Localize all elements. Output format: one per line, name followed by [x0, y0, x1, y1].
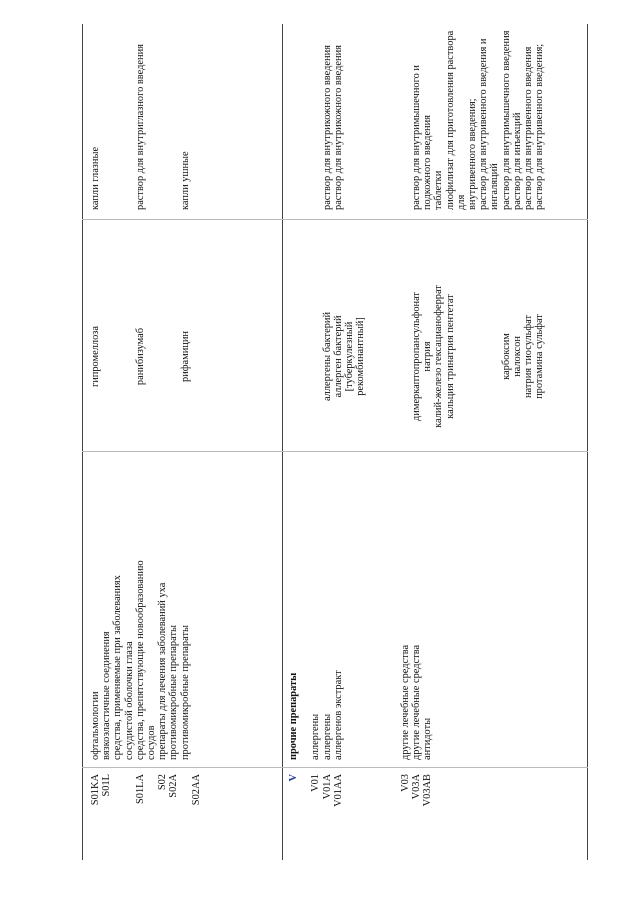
- table-row: [389, 24, 400, 860]
- group-name: вязкоэластичные соединения: [101, 631, 113, 760]
- drug-name: аллерген бактерий: [332, 315, 344, 398]
- dosage-form: для: [455, 194, 467, 210]
- dosage-form: подкожного введения: [422, 115, 434, 210]
- drug-name: димеркаптопропансульфонат: [411, 292, 423, 421]
- table-row: [478, 24, 489, 860]
- atc-code: V01AA: [332, 774, 344, 807]
- drug-name: гипромеллоза: [90, 325, 101, 388]
- drug-name: [туберкулезный: [343, 321, 355, 392]
- atc-code: S01L: [101, 774, 113, 797]
- group-name: офтальмологии: [90, 691, 101, 760]
- atc-code: S01LA: [134, 774, 146, 805]
- dosage-form: капли глазные: [90, 146, 101, 210]
- table-row: [288, 24, 299, 860]
- dosage-form: внутривенного введения;: [467, 98, 478, 210]
- atc-code: S02AA: [190, 774, 202, 806]
- dosage-form: раствор для внутримышечного и: [411, 65, 423, 210]
- atc-code: S02A: [168, 774, 180, 798]
- atc-code: S02: [157, 774, 169, 791]
- table-row: [135, 24, 146, 860]
- drug-name: рифамицин: [179, 331, 191, 382]
- group-name: противомикробные препараты: [168, 625, 180, 760]
- group-name: аллергенов экстракт: [332, 670, 344, 760]
- atc-code: V: [288, 774, 299, 782]
- table-row: [168, 24, 179, 860]
- group-name: аллергены: [321, 713, 333, 760]
- table-row: [146, 24, 157, 860]
- drug-name: протамина сульфат: [534, 314, 546, 399]
- table-row: [512, 24, 523, 860]
- dosage-form: раствор для внутриглазного введения: [134, 44, 146, 210]
- atc-code: V03A: [411, 774, 423, 800]
- table-row: [378, 24, 389, 860]
- other-drugs-group: [288, 24, 545, 860]
- table-row: [523, 24, 534, 860]
- drug-name: натрия тиосульфат: [522, 315, 534, 399]
- table-row: [489, 24, 500, 860]
- table-row: [310, 24, 321, 860]
- group-name: прочие препараты: [288, 672, 299, 760]
- atc-code: V03: [399, 774, 411, 792]
- dosage-form: раствор для внутрикожного введения: [321, 45, 333, 210]
- table-row: [445, 24, 456, 860]
- table-row: [433, 24, 444, 860]
- ophthalmology-group: [90, 24, 202, 860]
- dosage-form: раствор для внутрикожного введения: [332, 45, 344, 210]
- atc-code: V03AB: [422, 774, 434, 807]
- table-row: [534, 24, 545, 860]
- atc-code: V01: [310, 774, 322, 792]
- group-name: противомикробные препараты: [179, 625, 191, 760]
- drug-name: кальция тринатрия пентетат: [444, 294, 456, 419]
- drug-name: аллергены бактерий: [321, 311, 333, 402]
- table-row: [355, 24, 366, 860]
- rotated-table: [82, 24, 588, 860]
- table-row: [456, 24, 467, 860]
- table-row: [101, 24, 112, 860]
- table-row: [124, 24, 135, 860]
- table-row: [322, 24, 333, 860]
- drug-name: калий-железо гексацианоферрат: [433, 285, 445, 428]
- table-row: [112, 24, 123, 860]
- table-row: [344, 24, 355, 860]
- table-row: [501, 24, 512, 860]
- table-row: [157, 24, 168, 860]
- atc-code: S01KA: [90, 774, 101, 806]
- drug-name: ранибизумаб: [134, 327, 146, 386]
- dosage-form: ингаляций: [489, 163, 501, 210]
- table-section-rule: [282, 24, 283, 860]
- table-row: [333, 24, 344, 860]
- drug-name: налоксон: [511, 336, 523, 377]
- drug-name: натрия: [422, 341, 434, 372]
- atc-code: V01A: [321, 774, 333, 800]
- group-name: аллергены: [310, 713, 322, 760]
- dosage-form: раствор для внутривенного введения и: [478, 38, 490, 210]
- group-name: сосудов: [145, 725, 157, 760]
- group-name: средства, препятствующие новообразованию: [134, 560, 146, 760]
- dosage-form: раствор для внутривенного введения: [522, 46, 534, 210]
- dosage-form: таблетки: [433, 170, 445, 210]
- dosage-form: капли ушные: [179, 151, 191, 210]
- dosage-form: лиофилизат для приготовления раствора: [444, 30, 456, 210]
- group-name: препараты для лечения заболеваний уха: [157, 582, 169, 760]
- table-row: [366, 24, 377, 860]
- group-name: сосудистой оболочки глаза: [123, 641, 135, 760]
- table-bottom-rule: [587, 24, 588, 860]
- group-name: средства, применяемые при заболеваниях: [112, 575, 124, 760]
- table-row: [180, 24, 191, 860]
- dosage-form: раствор для внутривенного введения;: [534, 43, 546, 210]
- group-name: другие лечебные средства: [399, 644, 411, 760]
- table-row: [299, 24, 310, 860]
- table-row: [411, 24, 422, 860]
- drug-name: карбоксим: [500, 333, 512, 380]
- group-name: другие лечебные средства: [411, 644, 423, 760]
- dosage-form: раствор для инъекций: [511, 112, 523, 210]
- table-row: [400, 24, 411, 860]
- table-top-rule: [82, 24, 83, 860]
- table-row: [467, 24, 478, 860]
- table-row: [90, 24, 101, 860]
- dosage-form: раствор для внутримышечного введения: [500, 30, 512, 210]
- table-row: [191, 24, 202, 860]
- document-page: [82, 24, 588, 860]
- table-row: [422, 24, 433, 860]
- group-name: антидоты: [422, 717, 434, 760]
- drug-name: рекомбинантный]: [355, 317, 367, 396]
